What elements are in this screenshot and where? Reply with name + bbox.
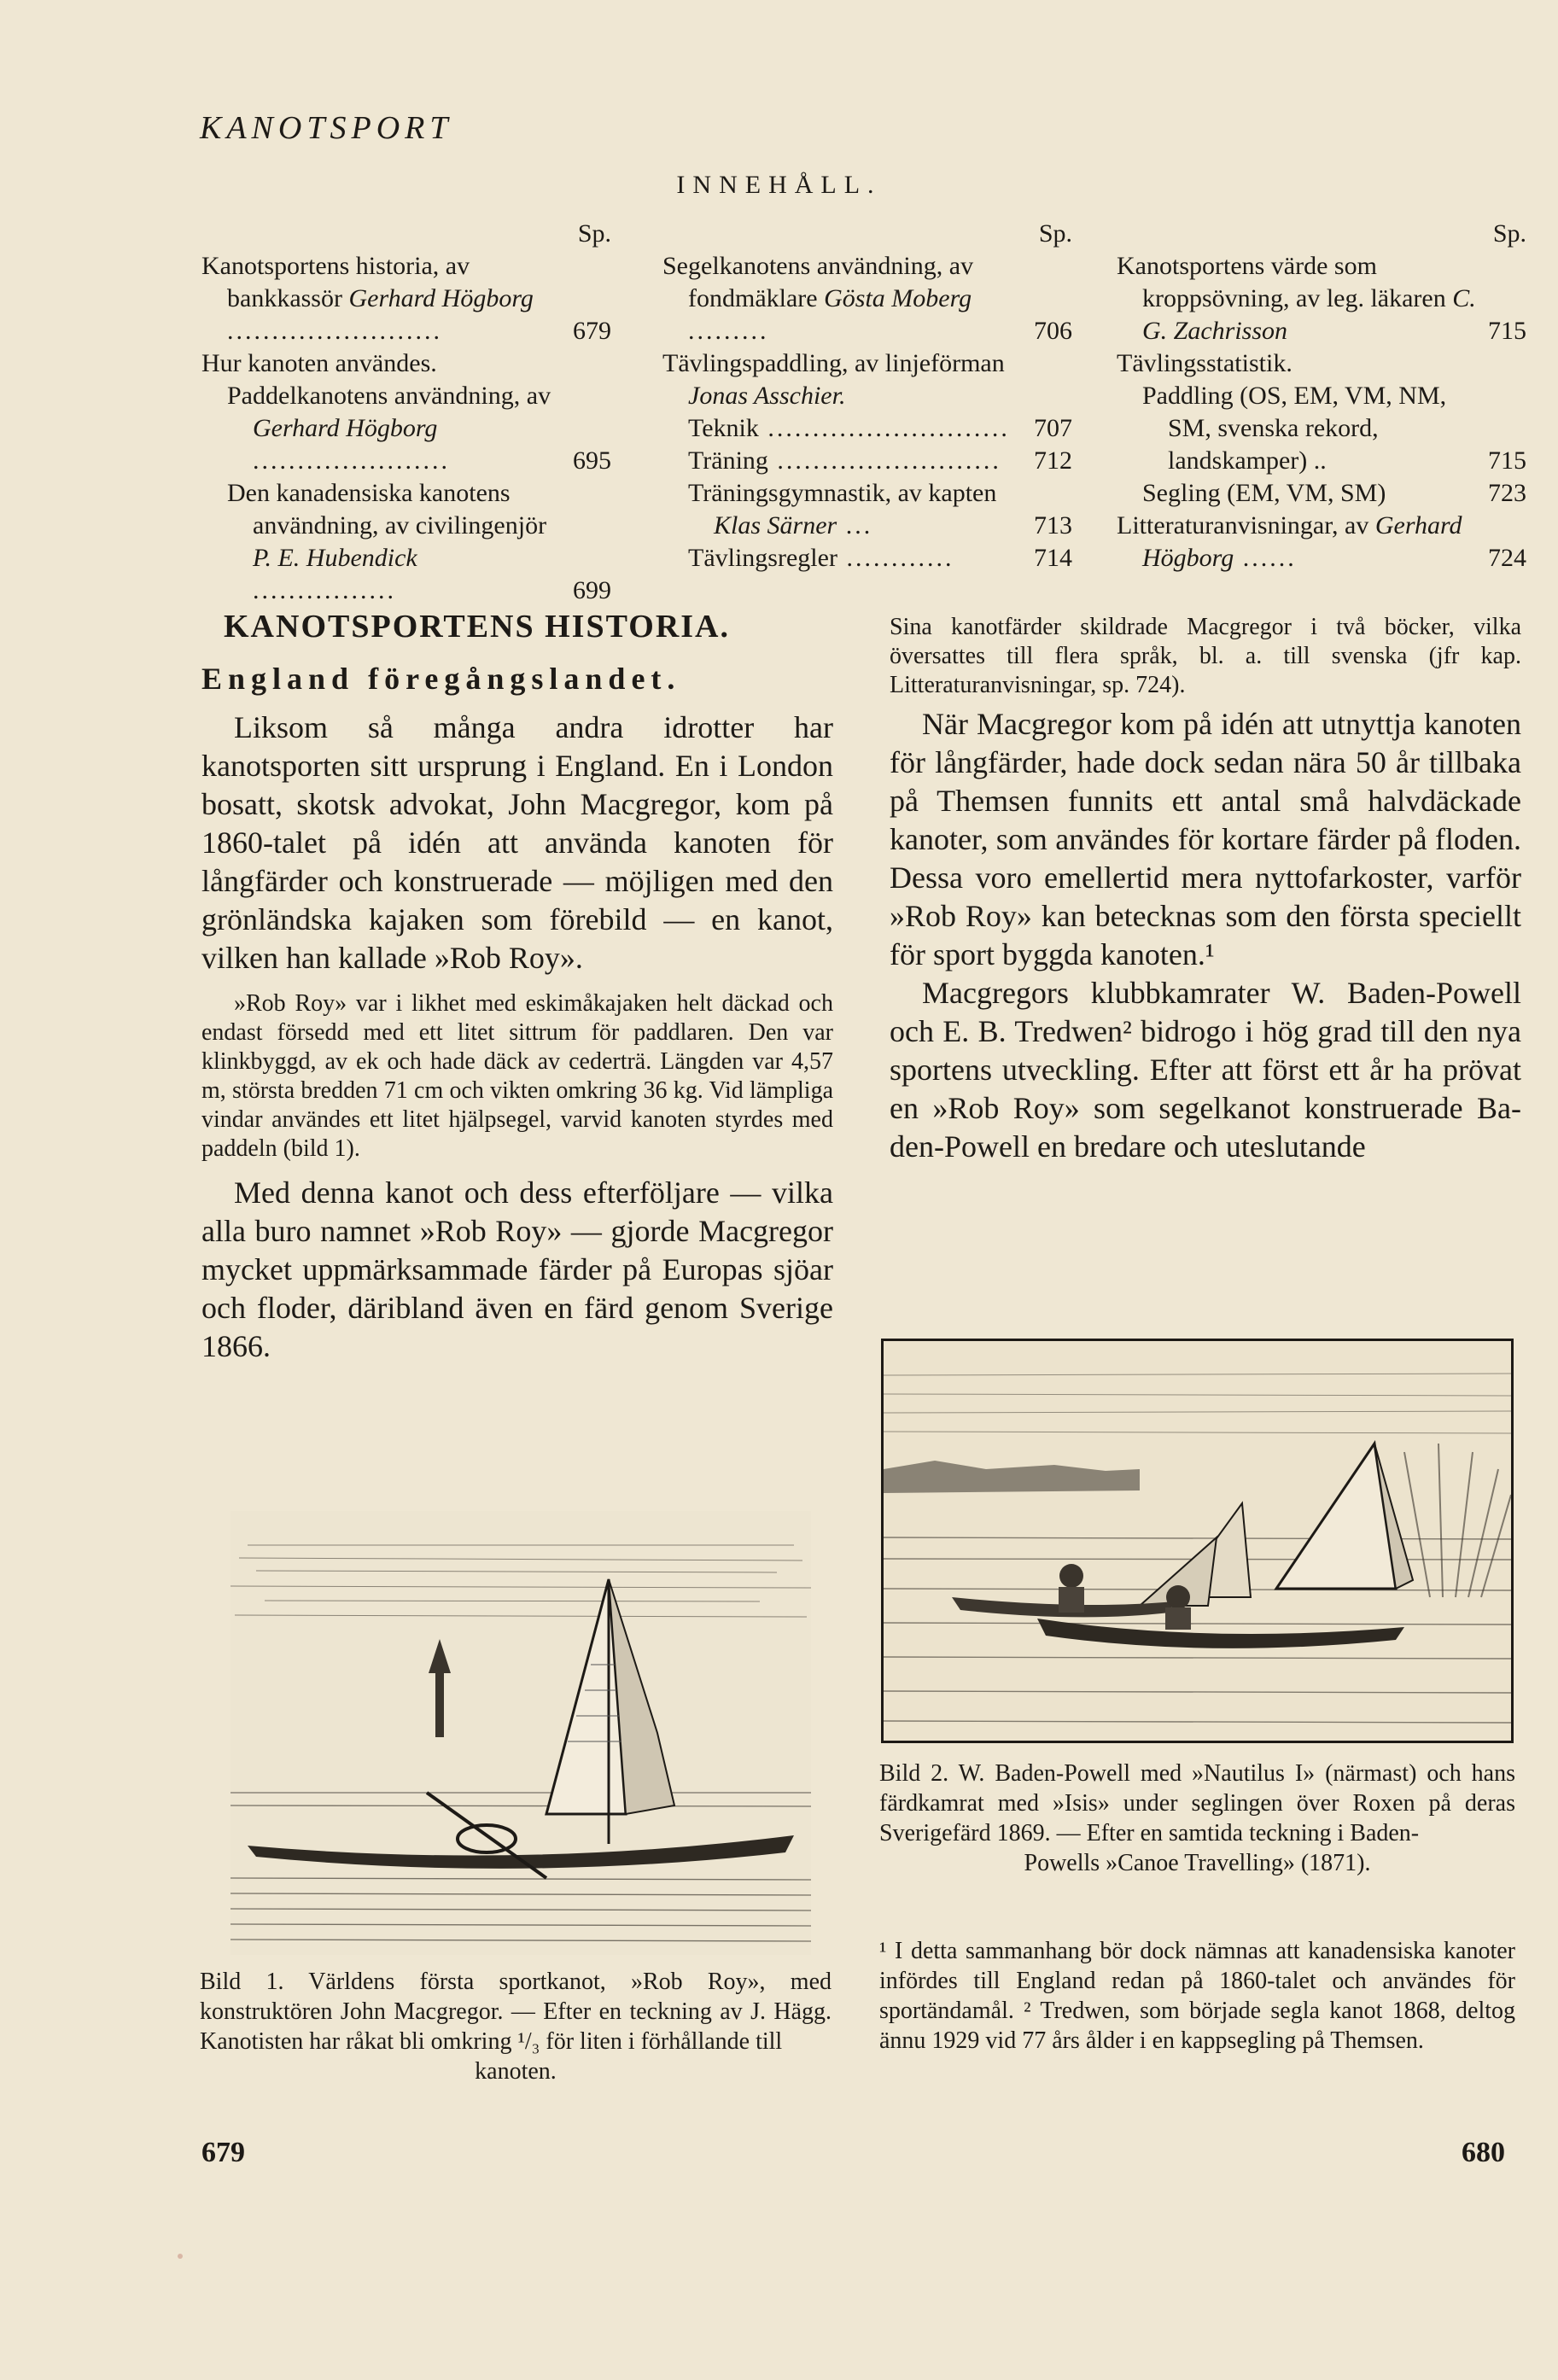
toc-entry-leader: ...................... (253, 446, 450, 475)
right-small-paragraph: Sina kanotfärder skildrade Macgregor i två böcker, vilka översattes till flera språk, bl. a. till svenska (jfr kap. Litteraturanvisningar, sp. 724). (890, 614, 1521, 698)
left-small-paragraph: »Rob Roy» var i likhet med eskimåkajaken helt däckad och endast försedd med ett litet sittrum för paddlaren. Den var klinkbyggd, av ek och hade däck av cederträ. Längden var 4,57 m, största bredden 71 cm och vikten omkring 36 kg. Vid lämpliga vindar användes ett litet hjälpsegel, varvid kanoten styrdes med paddeln (bild 1). (201, 990, 833, 1162)
toc-entry-text (201, 380, 611, 477)
toc-column-2 (662, 218, 1072, 575)
sp-label: Sp. (1492, 219, 1526, 248)
toc-entry-title: Tävlingspaddling, av linjeförman (662, 349, 1005, 377)
toc-entry-leader: ......................... (767, 446, 1001, 475)
toc-entry-title: Teknik (688, 414, 759, 442)
toc-entry (1117, 347, 1526, 380)
toc-entry-text (1117, 347, 1526, 380)
toc-entry-leader: ................ (253, 576, 396, 604)
toc-entry-page: 723 (1488, 479, 1526, 507)
toc-entry-page: 699 (573, 576, 611, 604)
toc-entry-author: Gerhard Högborg (253, 414, 438, 442)
rob-roy-illustration (230, 1511, 811, 1955)
page-number-left: 679 (201, 2137, 245, 2168)
footnotes: ¹ I detta sammanhang bör dock nämnas att kanadensiska kanoter infördes till England redan på 1860-talet och användes för sportändamål. ² Tredwen, som började segla kanot 1868, deltog ännu 1929 vid 77 års ålder i en kappsegling på Themsen. (879, 1938, 1515, 2054)
toc-entry-page: 715 (1488, 446, 1526, 475)
toc-entry-title: Paddelkanotens användning, av (227, 382, 551, 410)
sp-label: Sp. (577, 219, 611, 248)
figure-2-caption-text: Bild 2. W. Baden-Powell med »Nautilus I» (närmast) och hans färdkamrat med »Isis» under seglingen över Roxen på deras Sverigefärd 1869. — Efter en samtida teckning i Baden- (879, 1760, 1515, 1846)
toc-entry-page: 714 (1034, 544, 1072, 572)
toc-entry (1117, 380, 1526, 477)
toc-entry-page: 715 (1488, 317, 1526, 345)
toc-entry-author: Gösta Moberg (824, 284, 972, 312)
toc-entry-author: Klas Särner (714, 511, 837, 540)
right-paragraph-2: Macgregors klubbkamrater W. Baden-Powell och E. B. Tredwen² bidrogo i hög grad till den nya sportens utveckling. Efter att först ett år ha prövat en »Rob Roy» som segelkanot konstruerade Baden-Powell en bredare och uteslutande (890, 976, 1521, 1164)
toc-entry-title: Tävlingsstatistik. (1117, 349, 1292, 377)
figure-2-caption-last: Powells »Canoe Travelling» (1871). (1024, 1850, 1371, 1876)
toc-entry (662, 542, 1072, 575)
toc-entry (201, 380, 611, 477)
figure-2-caption (879, 1759, 1515, 1878)
toc-entry-title: Segling (EM, VM, SM) (1142, 479, 1386, 507)
toc-entry-title: Träning (688, 446, 768, 475)
toc-entry-text (1117, 250, 1526, 347)
toc-entry-leader: ... (837, 511, 873, 540)
toc-entry-leader: ......... (688, 317, 769, 345)
toc-entry-text (1117, 380, 1526, 477)
toc-entry-title: Tävlingsregler (688, 544, 837, 572)
toc-entry-author: Gerhard Högborg (1142, 511, 1462, 572)
toc-entry-title: Kanotsportens historia, av bankkassör (201, 252, 470, 312)
toc-entry (201, 250, 611, 347)
toc-entry-page: 695 (573, 446, 611, 475)
toc-entry-text (662, 477, 1072, 542)
toc-entry-page: 712 (1034, 446, 1072, 475)
article-subtitle: England föregångslandet. (201, 662, 681, 696)
toc-entry-page: 713 (1034, 511, 1072, 540)
toc-entry-title: Träningsgymnastik, av kapten (688, 479, 997, 507)
toc-entry-text (1117, 477, 1526, 510)
sp-label: Sp. (1038, 219, 1072, 248)
toc-entry-title: Segelkanotens användning, av fondmäklare (662, 252, 974, 312)
toc-entry (1117, 510, 1526, 575)
toc-entry (662, 347, 1072, 412)
toc-entry-title: Litteraturanvisningar, av (1117, 511, 1375, 540)
right-paragraph-1: När Macgregor kom på idén att utnyttja kanoten för långfärder, hade dock sedan nära 50 år tillbaka på Themsen funnits ett antal små halvdäckade kanoter, som användes för kortare färder på floden. Dessa voro emellertid mera nyttofarkoster, varför »Rob Roy» kan betecknas som den första speciellt för sport byggda kanoten.¹ (890, 707, 1521, 971)
toc-entry-text (662, 445, 1072, 477)
toc-entry-leader: ........................... (758, 414, 1010, 442)
toc-entry-page: 707 (1034, 414, 1072, 442)
toc-entry-text (201, 250, 611, 347)
toc-entry-leader: ...... (1234, 544, 1297, 572)
nautilus-illustration (884, 1341, 1511, 1741)
toc-entry (1117, 477, 1526, 510)
toc-entry-page: 706 (1034, 317, 1072, 345)
figure-1-rob-roy (230, 1511, 811, 1955)
toc-entry (662, 445, 1072, 477)
left-paragraph-2: Med denna kanot och dess efterföljare — vilka alla buro namnet »Rob Roy» — gjorde Macgregor mycket uppmärksammade färder på Europas sjöar och floder, däribland även en färd genom Sverige 1866. (201, 1175, 833, 1363)
toc-entry-leader: ............ (837, 544, 954, 572)
toc-entry-text (662, 412, 1072, 445)
toc-entry-text (201, 347, 611, 380)
toc-entry-leader: ........................ (227, 317, 442, 345)
toc-entry (201, 477, 611, 607)
article-title: KANOTSPORTENS HISTORIA. (224, 609, 730, 645)
toc-column-3 (1117, 218, 1526, 575)
toc-heading: INNEHÅLL. (676, 171, 882, 199)
left-paragraph-1: Liksom så många andra idrotter har kanotsporten sitt ursprung i England. En i London bosatt, skotsk advokat, John Macgregor, kom på 1860-talet på idén att använda kanoten för långfärder och konstruerade — möjligen med den grönländska kajaken som förebild — en kanot, vilken han kallade »Rob Roy». (201, 710, 833, 975)
toc-entry-page: 679 (573, 317, 611, 345)
toc-entry-text (201, 477, 611, 607)
toc-entry-title: Den kanadensiska kanotens användning, av civilingenjör (227, 479, 547, 540)
figure-2-nautilus (881, 1339, 1514, 1743)
toc-entry-author: Gerhard Högborg (348, 284, 534, 312)
toc-entry-author: Jonas Asschier. (688, 382, 846, 410)
toc-entry-text (662, 347, 1072, 412)
toc-entry-text (662, 250, 1072, 347)
right-column (890, 613, 1521, 1166)
toc-entry-author: P. E. Hubendick (253, 544, 417, 572)
toc-entry (1117, 250, 1526, 347)
figure-1-caption-last: kanoten. (475, 2058, 557, 2085)
page-number-right: 680 (1462, 2137, 1505, 2168)
toc-entry-page: 724 (1488, 544, 1526, 572)
toc-entry (201, 347, 611, 380)
toc-entry (662, 412, 1072, 445)
toc-column-1 (201, 218, 611, 607)
toc-entry (662, 477, 1072, 542)
toc-entry-author: C. G. Zachrisson (1142, 284, 1476, 345)
toc-entry-title: Hur kanoten användes. (201, 349, 437, 377)
running-header: KANOTSPORT (200, 110, 453, 146)
paper-speck (178, 2254, 183, 2259)
toc-entry-title: Paddling (OS, EM, VM, NM, SM, svenska rekord, landskamper) .. (1142, 382, 1447, 475)
figure-1-caption-text: Bild 1. Världens första sportkanot, »Rob Roy», med konstruktören John Macgregor. — Efter en teckning av J. Hägg. Kanotisten har råkat bli omkring ¹/₃ för liten i förhållande till (200, 1969, 832, 2055)
figure-1-caption (200, 1967, 832, 2086)
toc-entry-text (1117, 510, 1526, 575)
toc-entry-title: Kanotsportens värde som kroppsövning, av leg. läkaren (1117, 252, 1453, 312)
toc-entry-text (662, 542, 1072, 575)
toc-entry (662, 250, 1072, 347)
left-column (201, 709, 833, 1366)
